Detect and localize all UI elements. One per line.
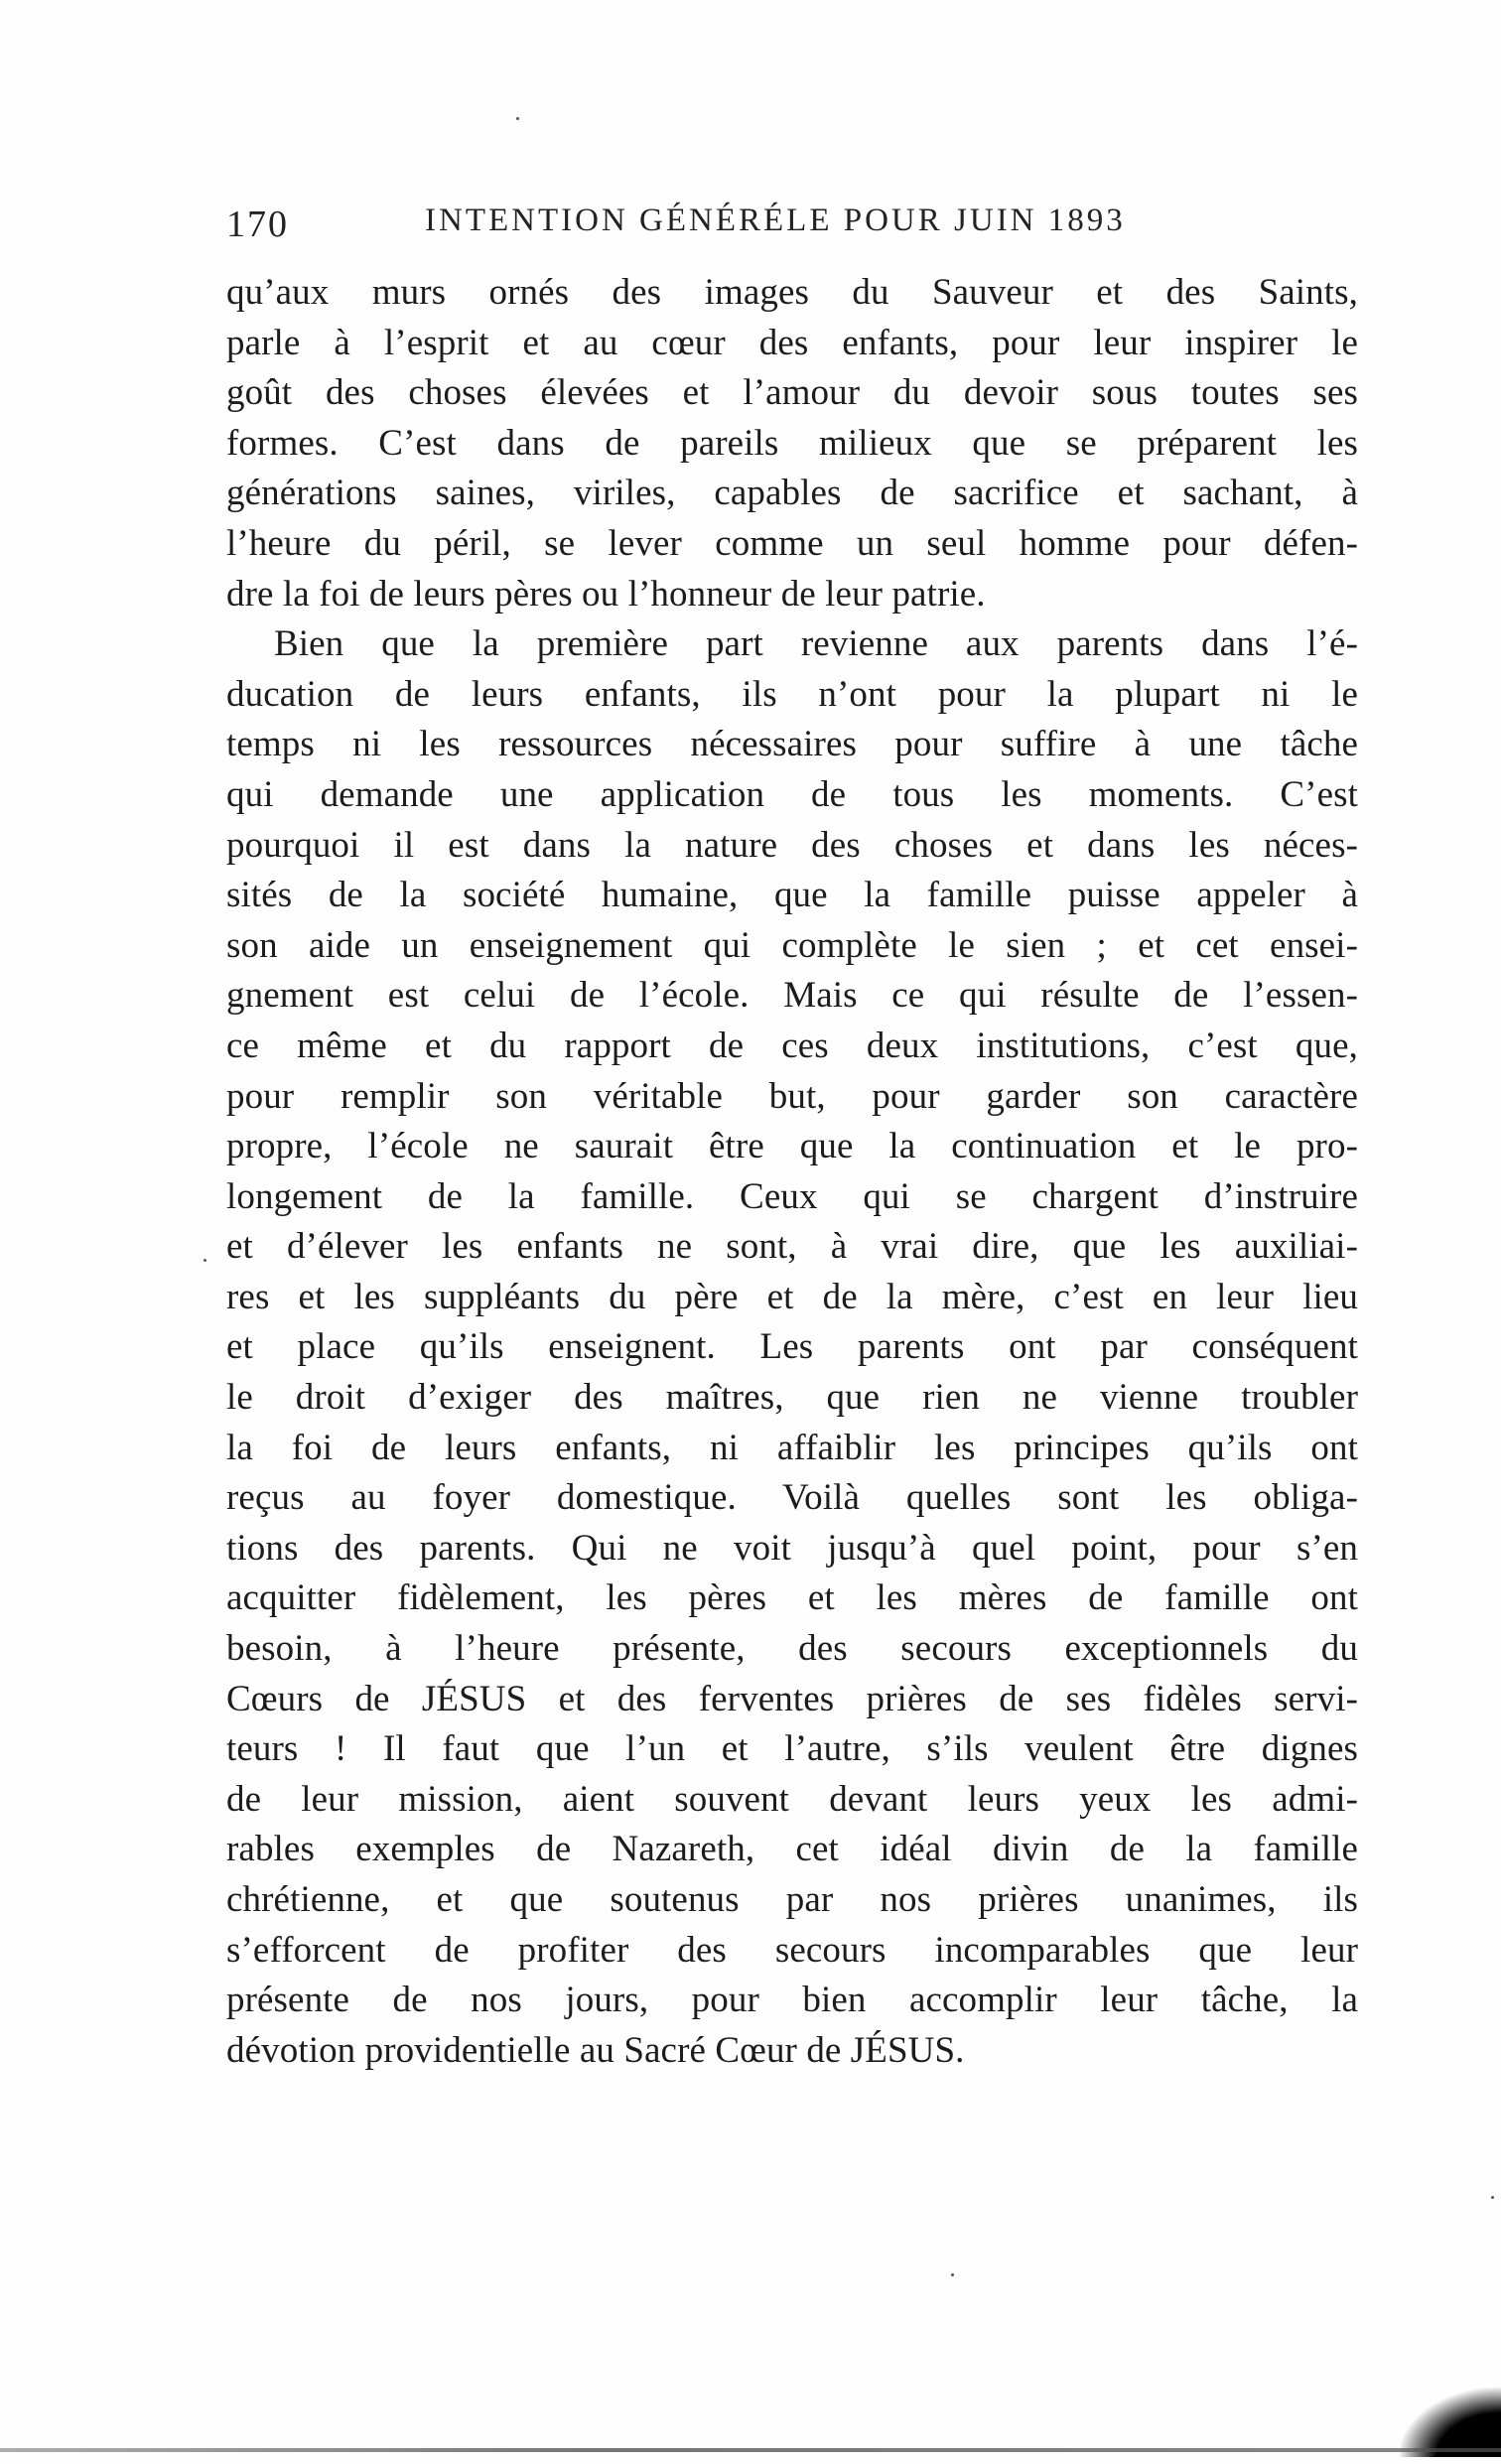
text-line: qu’aux murs ornés des images du Sauveur et des Saints, bbox=[226, 272, 1358, 313]
text-line: temps ni les ressources nécessaires pour suffire à une tâche bbox=[226, 724, 1358, 765]
text-line: dévotion providentielle au Sacré Cœur de JÉSUS. bbox=[226, 2029, 965, 2071]
text-line: teurs ! Il faut que l’un et l’autre, s’ils veulent être dignes bbox=[226, 1728, 1358, 1770]
text-line: propre, l’école ne saurait être que la continuation et le pro- bbox=[226, 1126, 1358, 1167]
text-line: ducation de leurs enfants, ils n’ont pour la plupart ni le bbox=[226, 673, 1358, 715]
running-head bbox=[226, 199, 1160, 258]
body-text bbox=[226, 268, 1358, 2076]
scan-shadow-corner bbox=[1400, 2388, 1501, 2457]
text-line: formes. C’est dans de pareils milieux que se préparent les bbox=[226, 422, 1358, 464]
text-line: Bien que la première part revienne aux parents dans l’é- bbox=[274, 623, 1358, 665]
text-line: pourquoi il est dans la nature des choses et dans les néces- bbox=[226, 824, 1358, 866]
text-line: qui demande une application de tous les moments. C’est bbox=[226, 773, 1358, 815]
text-line: goût des choses élevées et l’amour du devoir sous toutes ses bbox=[226, 372, 1358, 414]
running-title: INTENTION GÉNÉRÉLE POUR JUIN 1893 bbox=[425, 203, 1126, 238]
text-line: son aide un enseignement qui complète le sien ; et cet ensei- bbox=[226, 924, 1358, 966]
text-line: besoin, à l’heure présente, des secours exceptionnels du bbox=[226, 1628, 1358, 1670]
text-line: reçus au foyer domestique. Voilà quelles sont les obliga- bbox=[226, 1477, 1358, 1519]
scan-speck bbox=[1491, 2196, 1494, 2199]
scan-speck bbox=[204, 1259, 206, 1262]
page-number: 170 bbox=[226, 204, 289, 245]
scan-speck bbox=[516, 117, 519, 120]
text-line: l’heure du péril, se lever comme un seul homme pour défen- bbox=[226, 522, 1358, 564]
text-line: le droit d’exiger des maîtres, que rien ne vienne troubler bbox=[226, 1377, 1358, 1419]
text-line: présente de nos jours, pour bien accomplir leur tâche, la bbox=[226, 1980, 1358, 2021]
text-line: pour remplir son véritable but, pour garder son caractère bbox=[226, 1075, 1358, 1117]
text-line: sités de la société humaine, que la famille puisse appeler à bbox=[226, 875, 1358, 916]
text-line: ce même et du rapport de ces deux institutions, c’est que, bbox=[226, 1025, 1358, 1066]
text-line: parle à l’esprit et au cœur des enfants, pour leur inspirer le bbox=[226, 322, 1358, 363]
text-line: longement de la famille. Ceux qui se chargent d’instruire bbox=[226, 1175, 1358, 1217]
text-line: Cœurs de JÉSUS et des ferventes prières de ses fidèles servi- bbox=[226, 1678, 1358, 1719]
text-line: res et les suppléants du père et de la mère, c’est en leur lieu bbox=[226, 1276, 1358, 1317]
scan-edge-line bbox=[0, 2448, 1501, 2452]
text-line: s’efforcent de profiter des secours incomparables que leur bbox=[226, 1929, 1358, 1971]
text-line: tions des parents. Qui ne voit jusqu’à quel point, pour s’en bbox=[226, 1527, 1358, 1569]
text-line: de leur mission, aient souvent devant leurs yeux les admi- bbox=[226, 1778, 1358, 1820]
text-line: la foi de leurs enfants, ni affaiblir les principes qu’ils ont bbox=[226, 1427, 1358, 1468]
scan-speck bbox=[951, 2273, 954, 2276]
text-line: générations saines, viriles, capables de sacrifice et sachant, à bbox=[226, 473, 1358, 514]
text-line: chrétienne, et que soutenus par nos prières unanimes, ils bbox=[226, 1879, 1358, 1920]
text-line: et d’élever les enfants ne sont, à vrai dire, que les auxiliai- bbox=[226, 1226, 1358, 1268]
text-line: dre la foi de leurs pères ou l’honneur de leur patrie. bbox=[226, 573, 986, 615]
text-line: et place qu’ils enseignent. Les parents ont par conséquent bbox=[226, 1326, 1358, 1368]
text-line: rables exemples de Nazareth, cet idéal divin de la famille bbox=[226, 1829, 1358, 1870]
text-line: gnement est celui de l’école. Mais ce qui résulte de l’essen- bbox=[226, 975, 1358, 1017]
text-line: acquitter fidèlement, les pères et les mères de famille ont bbox=[226, 1577, 1358, 1619]
